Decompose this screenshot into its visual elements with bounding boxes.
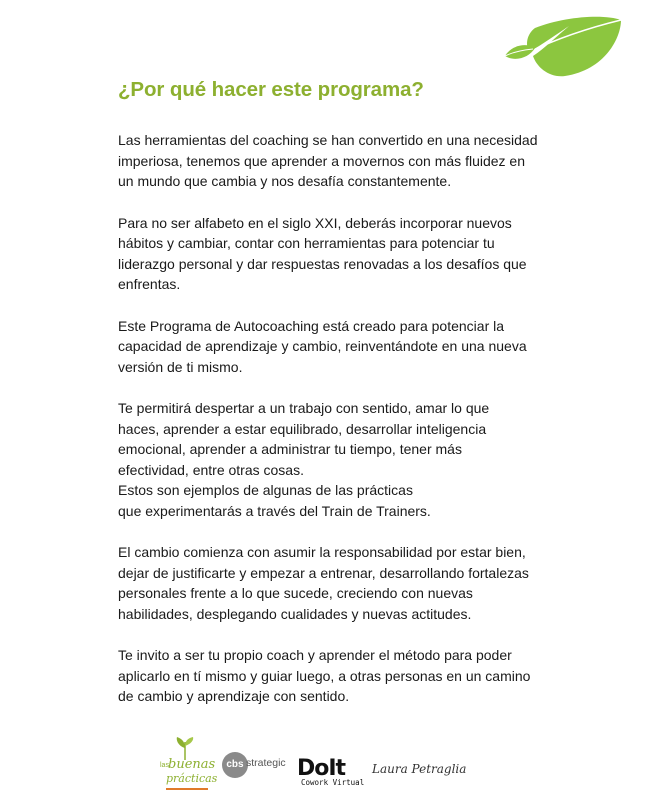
text-line: emocional, aprender a administrar tu tiempo, tener más	[118, 441, 462, 457]
text-line: versión de ti mismo.	[118, 358, 243, 375]
text-line: habilidades, desplegando cualidades y nuevas actitudes.	[118, 605, 472, 622]
cbs-strategic-logo	[222, 752, 292, 780]
logo-text: buenas	[168, 757, 216, 772]
paragraph-3	[118, 316, 548, 378]
logo-text: Cowork Virtual	[301, 778, 365, 787]
paragraph-1	[118, 130, 548, 192]
paragraph-6	[118, 645, 548, 707]
page-title: ¿Por qué hacer este programa?	[118, 78, 424, 101]
buenas-practicas-logo	[160, 736, 218, 792]
doit-logo	[297, 756, 367, 786]
logo-text: DoIt	[297, 756, 346, 781]
leaf-icon	[495, 8, 635, 88]
sponsor-logos	[160, 730, 480, 792]
text-line: aplicarlo en tí mismo y guiar luego, a otras personas en un camino	[118, 667, 531, 684]
text-line: Este Programa de Autocoaching está creado para potenciar la	[118, 317, 505, 334]
text-line: dejar de justificarte y empezar a entrenar, desarrollando fortalezas	[118, 564, 529, 581]
text-line: personales frente a lo que sucede, creciendo con nuevas	[118, 585, 473, 601]
logo-text: las	[160, 762, 169, 769]
text-line: Te permitirá despertar a un trabajo con sentido, amar lo que	[118, 400, 490, 416]
logo-text: strategic	[246, 757, 286, 769]
text-line: efectividad, entre otras cosas.	[118, 461, 304, 478]
body-text	[118, 130, 548, 728]
text-line: un mundo que cambia y nos desafía constantemente.	[118, 173, 452, 189]
text-line: Las herramientas del coaching se han convertido en una necesidad	[118, 132, 538, 148]
text-line: El cambio comienza con asumir la responsabilidad por estar bien,	[118, 544, 526, 560]
text-line: Te invito a ser tu propio coach y aprender el método para poder	[118, 647, 512, 663]
text-line: capacidad de aprendizaje y cambio, reinventándote en una nueva	[118, 338, 527, 354]
cbs-mark: cbs	[222, 752, 248, 778]
paragraph-2	[118, 213, 548, 295]
text-line: imperiosa, tenemos que aprender a movernos con más fluidez en	[118, 152, 525, 169]
logo-underline	[166, 788, 208, 790]
laura-petraglia-signature: Laura Petraglia	[372, 762, 467, 776]
text-line: de cambio y aprendizaje con sentido.	[118, 688, 350, 704]
text-line: haces, aprender a estar equilibrado, desarrollar inteligencia	[118, 420, 487, 437]
text-line: que experimentarás a través del Train de Trainers.	[118, 502, 431, 519]
text-line: Para no ser alfabeto en el siglo XXI, deberás incorporar nuevos	[118, 214, 512, 231]
paragraph-4	[118, 398, 548, 521]
paragraph-5	[118, 542, 548, 624]
text-line: Estos son ejemplos de algunas de las prácticas	[118, 482, 413, 498]
text-line: enfrentas.	[118, 276, 181, 292]
text-line: hábitos y cambiar, contar con herramientas para potenciar tu	[118, 235, 495, 251]
logo-text: prácticas	[166, 772, 218, 785]
text-line: liderazgo personal y dar respuestas renovadas a los desafíos que	[118, 255, 527, 272]
